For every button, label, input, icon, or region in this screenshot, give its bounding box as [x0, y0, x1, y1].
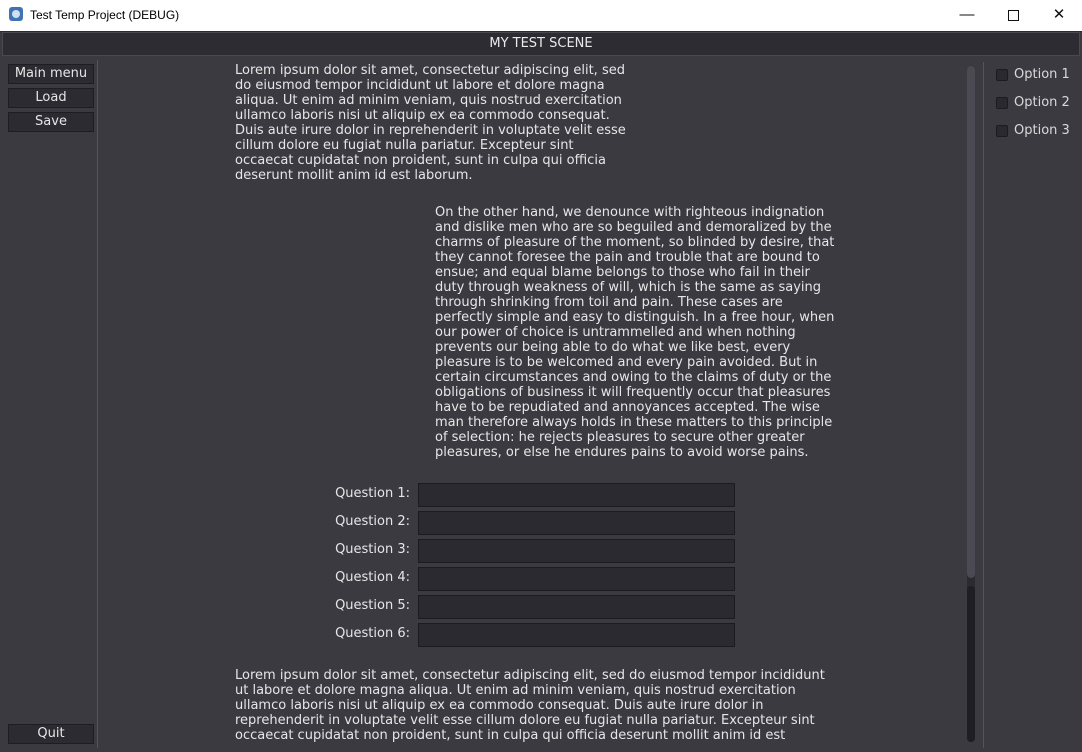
closing-paragraph: Lorem ipsum dolor sit amet, consectetur adipiscing elit, sed do eiusmod tempor incididunt ut labore et dolore magna aliqua. Ut enim ad minim veniam, quis nostrud exercitation ullamco laboris nisi ut aliquip ex ea commodo consequat. Duis aute irure dolor in reprehenderit in voluptate velit esse cillum dolore eu fugiat nulla pariatur. Excepteur sint occaecat cupidatat non proident, sunt in culpa qui officia deserunt mollit anim id est: [235, 668, 825, 743]
quit-button[interactable]: Quit: [8, 724, 94, 744]
question-label: Question 3:: [335, 542, 410, 557]
option-label: Option 1: [1014, 67, 1070, 82]
checkbox-icon[interactable]: [996, 97, 1008, 109]
maximize-icon: [1008, 10, 1019, 21]
window-title: Test Temp Project (DEBUG): [30, 8, 180, 22]
maximize-button[interactable]: [990, 0, 1036, 31]
panel-divider: [983, 62, 984, 748]
option-label: Option 3: [1014, 123, 1070, 138]
scroll-content: [98, 60, 966, 748]
question-label: Question 2:: [335, 514, 410, 529]
question-5-input[interactable]: [418, 595, 735, 619]
question-3-input[interactable]: [418, 539, 735, 563]
window-title-bar[interactable]: [0, 0, 1082, 32]
minimize-button[interactable]: —: [959, 6, 975, 23]
question-label: Question 4:: [335, 570, 410, 585]
left-menu-panel: [4, 60, 98, 748]
close-button[interactable]: ✕: [1052, 6, 1066, 23]
question-6-input[interactable]: [418, 623, 735, 647]
question-label: Question 6:: [335, 626, 410, 641]
question-label: Question 1:: [335, 486, 410, 501]
body-paragraph: On the other hand, we denounce with righteous indignation and dislike men who are so beguiled and demoralized by the charms of pleasure of the moment, so blinded by desire, that they cannot foresee the pain and trouble that are bound to ensue; and equal blame belongs to those who fail in their duty through weakness of will, which is the same as saying through shrinking from toil and pain. These cases are perfectly simple and easy to distinguish. In a free hour, when our power of choice is untrammelled and when nothing prevents our being able to do what we like best, every pleasure is to be welcomed and every pain avoided. But in certain circumstances and owing to the claims of duty or the obligations of business it will frequently occur that pleasures have to be repudiated and annoyances accepted. The wise man therefore always holds in these matters to this principle of selection: he rejects pleasures to secure other greater pleasures, or else he endures pains to avoid worse pains.: [435, 205, 835, 460]
vertical-scrollbar[interactable]: [967, 66, 975, 742]
question-4-input[interactable]: [418, 567, 735, 591]
checkbox-icon[interactable]: [996, 69, 1008, 81]
scrollbar-thumb[interactable]: [967, 66, 975, 578]
main-menu-button[interactable]: Main menu: [8, 64, 94, 84]
question-1-input[interactable]: [418, 483, 735, 507]
scene-title: MY TEST SCENE: [2, 32, 1080, 56]
save-button[interactable]: Save: [8, 112, 94, 132]
question-2-input[interactable]: [418, 511, 735, 535]
load-button[interactable]: Load: [8, 88, 94, 108]
checkbox-icon[interactable]: [996, 125, 1008, 137]
question-label: Question 5:: [335, 598, 410, 613]
option-label: Option 2: [1014, 95, 1070, 110]
intro-paragraph: Lorem ipsum dolor sit amet, consectetur adipiscing elit, sed do eiusmod tempor incididunt ut labore et dolore magna aliqua. Ut enim ad minim veniam, quis nostrud exercitation ullamco laboris nisi ut aliquip ex ea commodo consequat. Duis aute irure dolor in reprehenderit in voluptate velit esse cillum dolore eu fugiat nulla pariatur. Excepteur sint occaecat cupidatat non proident, sunt in culpa qui officia deserunt mollit anim id est laborum.: [235, 63, 626, 183]
scrollbar-track[interactable]: [967, 586, 975, 742]
app-icon: [9, 7, 23, 21]
